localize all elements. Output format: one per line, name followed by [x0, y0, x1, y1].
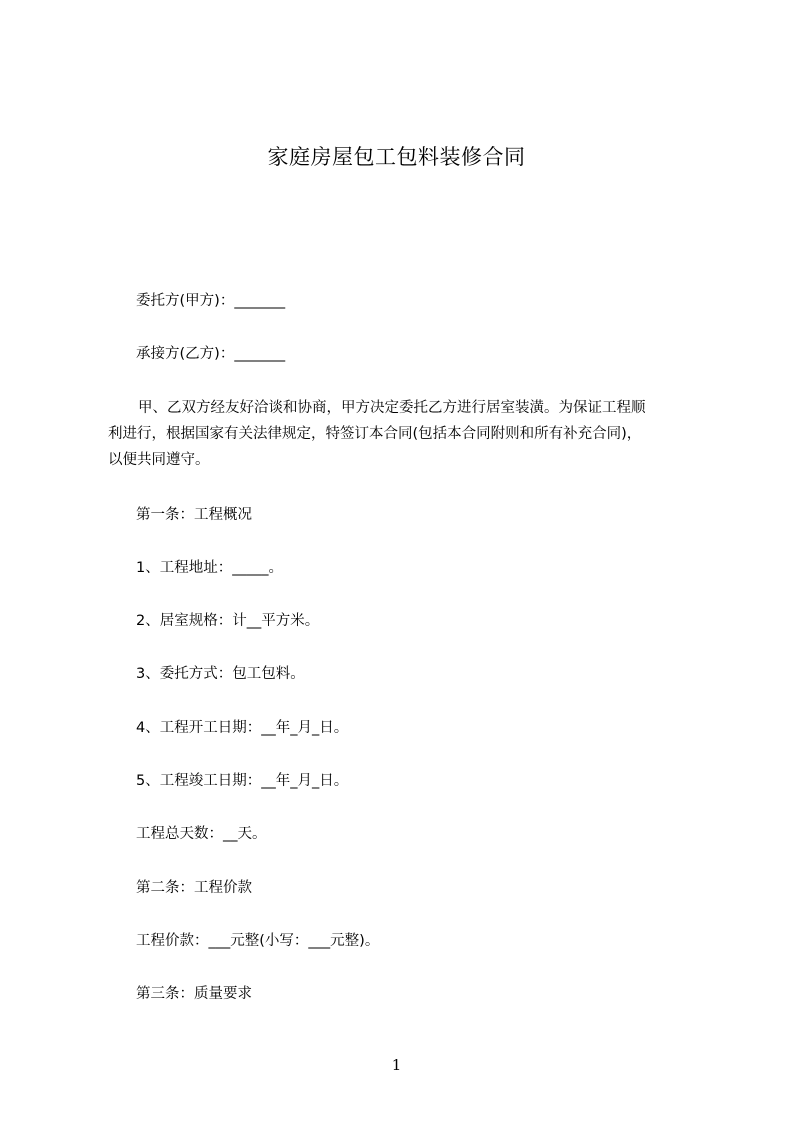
party-b-line: 承接方(乙方)：_______	[136, 346, 286, 362]
item-2-size: 2、居室规格：计__平方米。	[136, 613, 320, 629]
party-a-line: 委托方(甲方)：_______	[136, 293, 286, 309]
item-4-start-date: 4、工程开工日期：__年_月_日。	[136, 720, 349, 736]
article-3-heading: 第三条：质量要求	[136, 986, 252, 1002]
article-2-heading: 第二条：工程价款	[136, 880, 252, 896]
page-number: 1	[391, 1056, 402, 1074]
article-1-heading: 第一条：工程概况	[136, 507, 252, 523]
intro-paragraph	[108, 395, 708, 473]
intro-line-3: 以便共同遵守。	[108, 452, 210, 468]
item-5-end-date: 5、工程竣工日期：__年_月_日。	[136, 773, 349, 789]
intro-line-1: 甲、乙双方经友好洽谈和协商，甲方决定委托乙方进行居室装潢。为保证工程顺	[138, 400, 646, 416]
intro-line-2: 利进行，根据国家有关法律规定，特签订本合同(包括本合同附则和所有补充合同)，	[108, 426, 642, 442]
item-3-method: 3、委托方式：包工包料。	[136, 666, 305, 682]
total-days-line: 工程总天数：__天。	[136, 826, 267, 842]
price-line: 工程价款：___元整(小写：___元整)。	[136, 933, 380, 949]
document-title: 家庭房屋包工包料装修合同	[267, 145, 526, 169]
item-1-address: 1、工程地址：_____。	[136, 560, 283, 576]
